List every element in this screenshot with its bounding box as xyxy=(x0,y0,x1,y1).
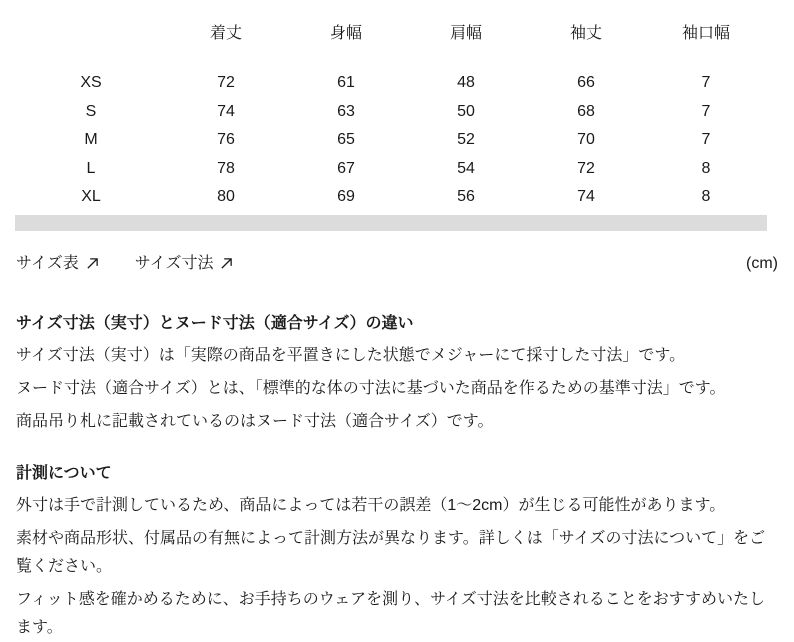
table-horizontal-scrollbar[interactable] xyxy=(15,215,767,231)
measurement-cell: 80 xyxy=(217,188,235,206)
measurement-cell: 7 xyxy=(701,131,711,149)
measurement-cell: 56 xyxy=(457,188,475,206)
size-row-label: XS xyxy=(80,74,102,92)
arrow-up-right-icon xyxy=(220,257,233,270)
section-measurement-notes xyxy=(16,466,778,642)
measurement-cell: 8 xyxy=(701,159,711,177)
measurement-cell: 68 xyxy=(577,102,595,120)
measurement-cell: 76 xyxy=(217,131,235,149)
measurement-cell: 74 xyxy=(577,188,595,206)
measurement-cell: 52 xyxy=(457,131,475,149)
section-heading: 計測について xyxy=(16,464,112,482)
column-header-length: 着丈 xyxy=(209,25,242,42)
measurement-cell: 70 xyxy=(577,131,595,149)
measurement-cell: 72 xyxy=(217,74,235,92)
measurement-cell: 78 xyxy=(217,159,235,177)
corner-cell xyxy=(16,26,166,42)
measurement-cell: 7 xyxy=(701,102,711,120)
table-row-s xyxy=(16,98,778,127)
size-measurements-link-label: サイズ寸法 xyxy=(134,254,214,272)
measurement-cell: 74 xyxy=(217,102,235,120)
section-paragraph: フィット感を確かめるために、お手持ちのウェアを測り、サイズ寸法を比較されることをおすすめいたします。 xyxy=(16,590,765,636)
size-row-label: M xyxy=(84,131,98,149)
section-paragraph: 商品吊り札に記載されているのはヌード寸法（適合サイズ）です。 xyxy=(16,412,494,430)
section-heading: サイズ寸法（実寸）とヌード寸法（適合サイズ）の違い xyxy=(16,314,414,332)
size-chart-link-label: サイズ表 xyxy=(16,254,79,272)
size-measurements-link[interactable] xyxy=(135,256,234,272)
section-paragraph: 素材や商品形状、付属品の有無によって計測方法が異なります。詳しくは「サイズの寸法について」をご覧ください。 xyxy=(16,529,766,575)
measurement-cell: 69 xyxy=(337,188,355,206)
measurement-cell: 48 xyxy=(457,74,475,92)
table-row-m xyxy=(16,126,778,155)
arrow-up-right-icon xyxy=(86,257,99,270)
measurement-cell: 67 xyxy=(337,159,355,177)
measurement-cell: 65 xyxy=(337,131,355,149)
table-footer-row xyxy=(16,256,778,272)
measurement-cell: 54 xyxy=(457,159,475,177)
section-paragraph: ヌード寸法（適合サイズ）とは、「標準的な体の寸法に基づいた商品を作るための基準寸法」です。 xyxy=(16,379,726,397)
measurement-cell: 7 xyxy=(701,74,711,92)
measurement-cell: 61 xyxy=(337,74,355,92)
size-table xyxy=(16,0,778,212)
size-chart-link[interactable] xyxy=(16,256,99,272)
column-header-cuff-width: 袖口幅 xyxy=(681,25,730,42)
column-header-body-width: 身幅 xyxy=(329,25,362,42)
section-size-definition xyxy=(16,316,778,436)
section-paragraph: 外寸は手で計測しているため、商品によっては若干の誤差（1～2cm）が生じる可能性があります。 xyxy=(16,496,726,514)
table-row-xs xyxy=(16,69,778,98)
measurement-cell: 72 xyxy=(577,159,595,177)
column-header-sleeve-length: 袖丈 xyxy=(569,25,602,42)
size-table-header-row xyxy=(16,26,778,42)
section-paragraph: サイズ寸法（実寸）は「実際の商品を平置きにした状態でメジャーにて採寸した寸法」です。 xyxy=(16,346,686,364)
table-row-l xyxy=(16,155,778,184)
measurement-cell: 8 xyxy=(701,188,711,206)
measurement-cell: 66 xyxy=(577,74,595,92)
measurement-cell: 63 xyxy=(337,102,355,120)
column-header-shoulder-width: 肩幅 xyxy=(449,25,482,42)
size-row-label: XL xyxy=(81,188,101,206)
unit-label: (cm) xyxy=(746,254,778,272)
size-row-label: S xyxy=(85,102,97,120)
table-row-xl xyxy=(16,183,778,212)
size-row-label: L xyxy=(86,159,96,177)
measurement-cell: 50 xyxy=(457,102,475,120)
